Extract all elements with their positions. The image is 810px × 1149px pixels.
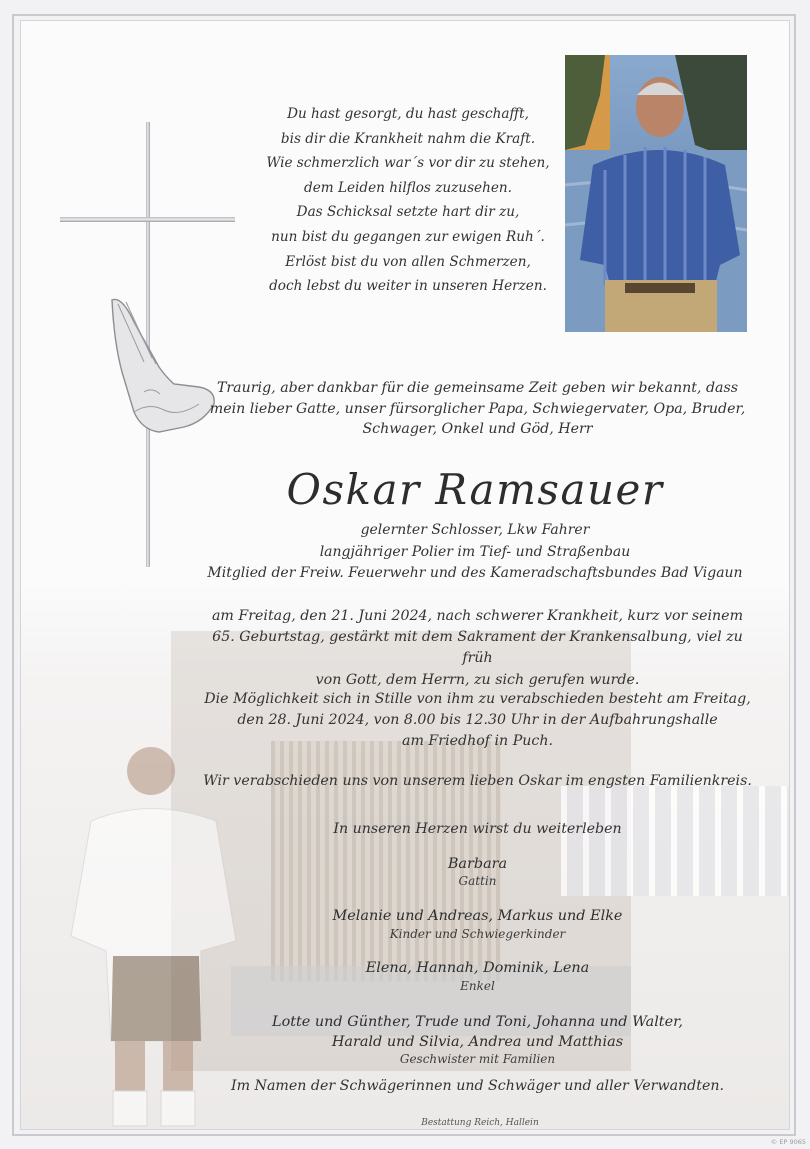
occupation-line: Mitglied der Freiw. Feuerwehr und des Kameradschaftsbundes Bad Vigaun — [207, 565, 743, 581]
death-notice-line: am Freitag, den 21. Juni 2024, nach schwerer Krankheit, kurz vor seinem — [211, 608, 744, 624]
death-notice-line: 65. Geburtstag, gestärkt mit dem Sakrament der Krankensalbung, viel zu früh — [212, 629, 743, 667]
mourner-role: Kinder und Schwiegerkinder — [389, 927, 566, 941]
occupation-line: langjähriger Polier im Tief- und Straßenbau — [319, 543, 631, 560]
poem-line: Du hast gesorgt, du hast geschafft, — [287, 106, 529, 122]
announcement-intro — [195, 378, 760, 440]
poem — [258, 102, 558, 299]
deceased-name: Oskar Ramsauer — [286, 465, 664, 514]
family-circle-note: Wir verabschieden uns von unserem lieben Oskar im engsten Familienkreis. — [203, 773, 752, 789]
portrait-photo — [565, 55, 747, 332]
poem-line: Wie schmerzlich war´s vor dir zu stehen, — [266, 155, 550, 172]
death-notice — [195, 606, 760, 691]
mourner-names: Lotte und Günther, Trude und Toni, Johanna und Walter, — [272, 1014, 683, 1030]
mourner-role: Geschwister mit Familien — [399, 1052, 556, 1066]
mourner-role: Enkel — [460, 979, 495, 993]
hearts-line: In unseren Herzen wirst du weiterleben — [333, 821, 622, 837]
intro-line: mein lieber Gatte, unser fürsorglicher Papa, Schwiegervater, Opa, Bruder, — [209, 400, 746, 417]
farewell-line: den 28. Juni 2024, von 8.00 bis 12.30 Uhr in der Aufbahrungshalle — [237, 712, 718, 729]
poem-line: Erlöst bist du von allen Schmerzen, — [285, 253, 531, 270]
mourner-role: Gattin — [458, 874, 497, 888]
poem-line: Das Schicksal setzte hart dir zu, — [296, 204, 520, 221]
mourner-names: Melanie und Andreas, Markus und Elke — [332, 908, 623, 924]
intro-line: Schwager, Onkel und Göd, Herr — [362, 421, 593, 438]
intro-line: Traurig, aber dankbar für die gemeinsame Zeit geben wir bekannt, dass — [216, 380, 739, 396]
occupation-block — [180, 520, 770, 585]
mourner-names: Barbara — [447, 856, 508, 872]
poem-line: nun bist du gegangen zur ewigen Ruh´. — [271, 228, 545, 245]
mourner-names: Harald und Silvia, Andrea und Matthias — [331, 1034, 624, 1050]
cross-horizontal — [60, 217, 235, 222]
poem-line: doch lebst du weiter in unseren Herzen. — [269, 278, 547, 295]
poem-line: dem Leiden hilflos zuzusehen. — [304, 179, 512, 196]
mourner-names: Elena, Hannah, Dominik, Lena — [365, 960, 590, 976]
death-notice-line: von Gott, dem Herrn, zu sich gerufen wurde. — [315, 671, 640, 688]
funeral-home: Bestattung Reich, Hallein — [421, 1118, 539, 1128]
farewell-line: Die Möglichkeit sich in Stille von ihm zu verabschieden besteht am Freitag, — [204, 691, 751, 707]
poem-line: bis dir die Krankheit nahm die Kraft. — [280, 130, 536, 147]
print-code: © EP 9065 — [770, 1138, 806, 1146]
occupation-line: gelernter Schlosser, Lkw Fahrer — [360, 522, 590, 538]
farewell-info — [195, 689, 760, 753]
closing-line: Im Namen der Schwägerinnen und Schwäger und aller Verwandten. — [230, 1078, 725, 1094]
farewell-line: am Friedhof in Puch. — [402, 733, 553, 750]
